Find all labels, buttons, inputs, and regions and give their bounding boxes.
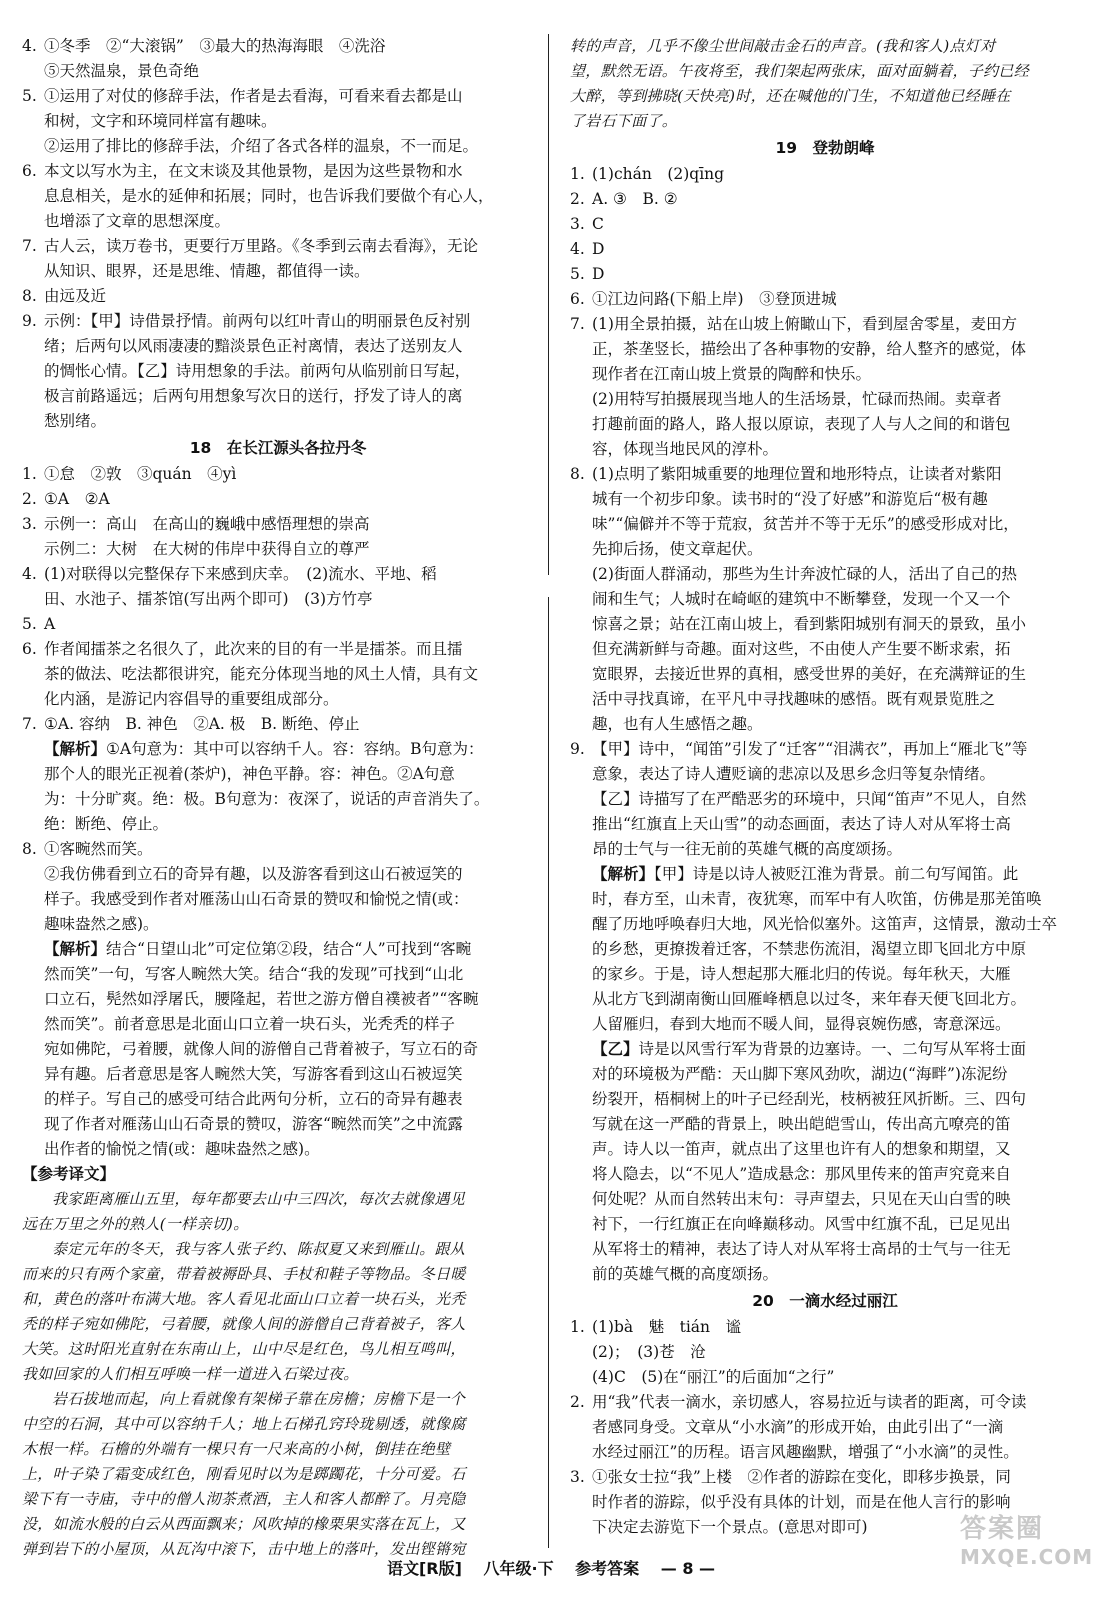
watermark-text-bottom: MXQE.COM	[960, 1545, 1094, 1569]
answer-line: ①怠 ②敦 ③quán ④yì	[44, 465, 237, 483]
answer-line: ②运用了排比的修辞手法，介绍了各式各样的温泉，不一而足。	[44, 137, 479, 155]
answer-18-2	[22, 487, 534, 512]
answer-line: 时作者的游踪，似乎没有具体的计划，而是在他人言行的影响	[592, 1493, 1011, 1511]
answer-line: A. ③ B. ②	[592, 190, 678, 208]
analysis-text: 结合“日望山北”可定位第②段，结合“人”可找到“客畹	[106, 940, 472, 958]
answer-line: 田、水池子、擂茶馆(写出两个即可) (3)方竹亭	[44, 590, 373, 608]
reference-translation	[22, 1187, 534, 1562]
question-number: 6.	[22, 640, 37, 658]
answer-line: 绝：断绝、停止。	[44, 815, 169, 833]
answer-line: 的样子。写自己的感受可结合此两句分析，立石的奇异有趣表	[44, 1090, 463, 1108]
translation-line: 我家距离雁山五里，每年都要去山中三四次，每次去就像遇见	[52, 1190, 466, 1208]
watermark-logo	[960, 1508, 1094, 1592]
answer-line: 【乙】诗描写了在严酷恶劣的环境中，只闻“笛声”不见人，自然	[592, 790, 1027, 808]
answer-line: 出作者的愉悦之情(或：趣味盎然之感)。	[44, 1140, 320, 1158]
answer-line: 纷裂开，梧桐树上的叶子已经刮光，枝柄被狂风折断。三、四句	[592, 1090, 1027, 1108]
answer-line: 趣味盎然之感)。	[44, 915, 159, 933]
answer-line: (1)对联得以完整保存下来感到庆幸。 (2)流水、平地、稻	[44, 565, 437, 583]
answer-line: 正，茶垄竖长，描绘出了各种事物的安静，给人整齐的感觉，体	[592, 340, 1027, 358]
answer-line: D	[592, 265, 605, 283]
answer-line: 宽眼界，去接近世界的真相，感受世界的美好，在充满辩证的生	[592, 665, 1027, 683]
answer-line: 将人隐去，以“不见人”造成悬念：那风里传来的笛声究竟来自	[592, 1165, 1011, 1183]
question-number: 9.	[570, 740, 585, 758]
answer-18-5	[22, 612, 534, 637]
answer-19-2	[570, 187, 1080, 212]
translation-line: 上，叶子染了霜变成红色，刚看见时以为是踯躅花，十分可爱。石	[22, 1465, 466, 1483]
translation-line: 望，默然无语。午夜将至，我们架起两张床，面对面躺着，子约已经	[570, 62, 1030, 80]
answer-line: 示例：【甲】诗借景抒情。前两句以红叶青山的明丽景色反衬别	[44, 312, 471, 330]
question-number: 4.	[570, 240, 585, 258]
answer-17-7	[22, 234, 534, 284]
question-number: 4.	[22, 37, 37, 55]
answer-line: 容，体现当地民风的淳朴。	[592, 440, 779, 458]
answer-line: 作者闻擂茶之名很久了，此次来的目的有一半是擂茶。而且擂	[44, 640, 463, 658]
answer-line: 示例一：高山 在高山的巍峨中感悟理想的崇高	[44, 515, 370, 533]
answer-line: 那个人的眼光正视着(茶炉)，神色平静。容：神色。②A句意	[44, 765, 455, 783]
answer-line: ⑤天然温泉，景色奇绝	[44, 62, 200, 80]
question-number: 2.	[570, 190, 585, 208]
answer-line: 为：十分旷爽。绝：极。B句意为：夜深了，说话的声音消失了。	[44, 790, 490, 808]
answer-line: 极言前路遥远；后两句用想象写次日的送行，抒发了诗人的离	[44, 387, 463, 405]
answer-19-6	[570, 287, 1080, 312]
translation-line: 我如回家的人们相互呼唤一样一道进入石梁过夜。	[22, 1365, 359, 1383]
answer-line: ①张女士拉“我”上楼 ②作者的游踪在变化，即移步换景，同	[592, 1468, 1011, 1486]
question-number: 1.	[570, 1318, 585, 1336]
answer-18-6	[22, 637, 534, 712]
question-number: 7.	[22, 715, 37, 733]
question-number: 1.	[570, 165, 585, 183]
question-number: 7.	[570, 315, 585, 333]
question-number: 7.	[22, 237, 37, 255]
question-number: 6.	[570, 290, 585, 308]
answer-line: ①A ②A	[44, 490, 110, 508]
answer-line: 口立石，髡然如浮屠氏，腰隆起，若世之游方僧自襆被者”“客畹	[44, 990, 479, 1008]
answer-line: 本文以写水为主，在文末谈及其他景物，是因为这些景物和水	[44, 162, 463, 180]
question-number: 5.	[22, 87, 37, 105]
answer-line: 时，春方至，山未青，夜犹寒，而军中有人吹笛，仿佛是那羌笛唤	[592, 890, 1042, 908]
answer-line: 古人云，读万卷书，更要行万里路。《冬季到云南去看海》，无论	[44, 237, 479, 255]
analysis-tag: 【解析】	[44, 740, 107, 758]
analysis-line	[44, 737, 534, 762]
answer-line: 样子。我感受到作者对雁荡山山石奇景的赞叹和愉悦之情(或：	[44, 890, 469, 908]
analysis-text: 【甲】诗是以诗人被贬江淮为背景。前二句写闻笛。此	[654, 865, 1019, 883]
section-title-18: 18 在长江源头各拉丹冬	[189, 439, 367, 457]
answer-line: 息息相关，是水的延伸和拓展；同时，也告诉我们要做个有心人，	[44, 187, 494, 205]
answer-line: (1)点明了紫阳城重要的地理位置和地形特点，让读者对紫阳	[592, 465, 1002, 483]
answer-line: (2)用特写拍摄展现当地人的生活场景，忙碌而热闹。卖章者	[592, 390, 1002, 408]
answer-line: ①运用了对仗的修辞手法，作者是去看海，可看来看去都是山	[44, 87, 463, 105]
answer-17-8	[22, 284, 534, 309]
question-number: 3.	[570, 215, 585, 233]
answer-line: 宛如佛陀，弓着腰，就像人间的游僧自己背着被子，写立石的奇	[44, 1040, 479, 1058]
reference-translation-continued	[570, 34, 1080, 134]
answer-line: C	[592, 215, 604, 233]
analysis-tag: 【乙】	[592, 1040, 639, 1058]
answer-line: ①A. 容纳 B. 神色 ②A. 极 B. 断绝、停止	[44, 715, 360, 733]
answer-line: 然而笑”一句，写客人畹然大笑。结合“我的发现”可找到“山北	[44, 965, 464, 983]
question-number: 8.	[22, 287, 37, 305]
translation-line: 而来的只有两个家童，带着被褥卧具、手杖和鞋子等物品。冬日暖	[22, 1265, 466, 1283]
translation-line: 和，黄色的落叶布满大地。客人看见北面山口立着一块石头，光秃	[22, 1290, 466, 1308]
translation-line: 转的声音，几乎不像尘世间敲击金石的声音。(我和客人)点灯对	[570, 37, 996, 55]
question-number: 8.	[570, 465, 585, 483]
section-title-19: 19 登勃朗峰	[775, 139, 875, 157]
answer-line: 味”“偏僻并不等于荒寂，贫苦并不等于无乐”的感受形成对比，	[592, 515, 1019, 533]
question-number: 3.	[570, 1468, 585, 1486]
answer-line: 然而笑”。前者意思是北面山口立着一块石头，光秃秃的样子	[44, 1015, 455, 1033]
left-column	[22, 34, 534, 1562]
answer-line: 从知识、眼界，还是思维、情趣，都值得一读。	[44, 262, 370, 280]
question-number: 2.	[570, 1393, 585, 1411]
answer-18-1	[22, 462, 534, 487]
translation-line: 岩石拔地而起，向上看就像有架梯子靠在房檐；房檐下是一个	[52, 1390, 466, 1408]
footer-subject: 语文[R版]	[386, 1559, 462, 1578]
answer-line: 异有趣。后者意思是客人畹然大笑，写游客看到这山石被逗笑	[44, 1065, 463, 1083]
answer-line: 从北方飞到湖南衡山回雁峰栖息以过冬，来年春天便飞回北方。	[592, 990, 1027, 1008]
answer-line: ②我仿佛看到立石的奇异有趣，以及游客看到这山石被逗笑的	[44, 865, 463, 883]
answer-line: 和树，文字和环境同样富有趣味。	[44, 112, 277, 130]
answer-line: 昂的士气与一往无前的英雄气概的高度颂扬。	[592, 840, 903, 858]
answer-line: 化内涵，是游记内容倡导的重要组成部分。	[44, 690, 339, 708]
answer-line: 水经过丽江”的历程。语言风趣幽默，增强了“小水滴”的灵性。	[592, 1443, 1019, 1461]
answer-line: 【甲】诗中，“闻笛”引发了“迁客”“泪满衣”，再加上“雁北飞”等	[592, 740, 1028, 758]
answer-19-1	[570, 162, 1080, 187]
answer-line: D	[592, 240, 605, 258]
question-number: 8.	[22, 840, 37, 858]
answer-line: 人留雁归，春到大地而不暖人间，显得哀婉伤感，寄意深远。	[592, 1015, 1011, 1033]
answer-line: 趣，也有人生感悟之趣。	[592, 715, 763, 733]
answer-19-9	[570, 737, 1080, 1287]
answer-19-3	[570, 212, 1080, 237]
right-column	[570, 34, 1080, 1540]
answer-17-6	[22, 159, 534, 234]
answer-line: (2)街面人群涌动，那些为生计奔波忙碌的人，活出了自己的热	[592, 565, 1017, 583]
question-number: 9.	[22, 312, 37, 330]
answer-17-9	[22, 309, 534, 434]
answer-line: 意象，表达了诗人遭贬谪的悲凉以及思乡念归等复杂情绪。	[592, 765, 996, 783]
answer-18-4	[22, 562, 534, 612]
question-number: 5.	[22, 615, 37, 633]
answer-line: ①江边问路(下船上岸) ③登顶进城	[592, 290, 837, 308]
answer-17-4	[22, 34, 534, 84]
answer-19-7	[570, 312, 1080, 462]
answer-18-3	[22, 512, 534, 562]
question-number: 3.	[22, 515, 37, 533]
answer-line: (4)C (5)在“丽江”的后面加“之行”	[592, 1368, 835, 1386]
answer-line: 的家乡。于是，诗人想起那大雁北归的传说。每年秋天，大雁	[592, 965, 1011, 983]
analysis-text: ①A句意为：其中可以容纳千人。容：容纳。B句意为：	[106, 740, 484, 758]
answer-line: A	[44, 615, 56, 633]
answer-line: 现作者在江南山坡上赏景的陶醉和快乐。	[592, 365, 872, 383]
question-number: 1.	[22, 465, 37, 483]
question-number: 2.	[22, 490, 37, 508]
analysis-line	[592, 862, 1080, 887]
translation-line: 大笑。这时阳光直射在东南山上，山中尽是红色，鸟儿相互鸣叫，	[22, 1340, 466, 1358]
answer-line: 的乡愁，更撩拨着迁客，不禁悲伤流泪，渴望立即飞回北方中原	[592, 940, 1027, 958]
answer-line: 者感同身受。文章从“小水滴”的形成开始，由此引出了“一滴	[592, 1418, 1004, 1436]
answer-18-8	[22, 837, 534, 1162]
translation-line: 没，如流水般的白云从西面飘来；风吹掉的橡栗果实落在瓦上，又	[22, 1515, 466, 1533]
page-number: — 8 —	[660, 1559, 716, 1578]
answer-line: 衬下，一行红旗正在向峰巅移动。风雪中红旗不乱，已足见出	[592, 1215, 1011, 1233]
answer-line: 茶的做法、吃法都很讲究，能充分体现当地的风土人情，具有文	[44, 665, 479, 683]
answer-line: 由远及近	[44, 287, 107, 305]
footer-grade: 八年级·下	[483, 1559, 554, 1578]
answer-line: 写就在这一严酷的背景上，映出皑皑雪山，传出高亢嘹亮的笛	[592, 1115, 1011, 1133]
page-footer	[0, 1556, 1102, 1579]
analysis-line	[592, 1037, 1080, 1062]
answer-line: 何处呢？从而自然转出末句：寻声望去，只见在天山白雪的映	[592, 1190, 1011, 1208]
answer-line: 对的环境极为严酷：天山脚下寒风劲吹，湖边(“海畔”)冻泥纷	[592, 1065, 1008, 1083]
analysis-text: 诗是以风雪行军为背景的边塞诗。一、二句写从军将士面	[638, 1040, 1027, 1058]
translation-line: 木根一样。石檐的外端有一棵只有一尺来高的小树，倒挂在绝壁	[22, 1440, 451, 1458]
question-number: 4.	[22, 565, 37, 583]
answer-line: 示例二：大树 在大树的伟岸中获得自立的尊严	[44, 540, 370, 558]
answer-line: (1)chán (2)qīng	[592, 165, 725, 183]
answer-line: 但充满新鲜与奇趣。面对这些，不由使人产生要不断求索，拓	[592, 640, 1011, 658]
answer-line: 用“我”代表一滴水，亲切感人，容易拉近与读者的距离，可令读	[592, 1393, 1027, 1411]
answer-18-7	[22, 712, 534, 837]
answer-20-1	[570, 1315, 1080, 1390]
answer-line: 城有一个初步印象。读书时的“没了好感”和游览后“极有趣	[592, 490, 988, 508]
footer-label: 参考答案	[575, 1559, 640, 1578]
answer-line: (2)； (3)苍 沧	[592, 1343, 706, 1361]
translation-line: 中空的石洞，其中可以容纳千人；地上石梯孔窍玲珑剔透，就像腐	[22, 1415, 466, 1433]
answer-line: 前的英雄气概的高度颂扬。	[592, 1265, 779, 1283]
answer-line: ①冬季 ②“大滚锅” ③最大的热海海眼 ④洗浴	[44, 37, 386, 55]
question-number: 5.	[570, 265, 585, 283]
answer-line: 先抑后扬，使文章起伏。	[592, 540, 763, 558]
translation-line: 远在万里之外的熟人(一样亲切)。	[22, 1215, 249, 1233]
answer-19-8	[570, 462, 1080, 737]
answer-line: 也增添了文章的思想深度。	[44, 212, 231, 230]
answer-line: (1)bà 魅 tián 谧	[592, 1318, 742, 1336]
answer-line: 醒了历地呼唤春归大地，风光恰似塞外。这笛声，这情景，激动士卒	[592, 915, 1058, 933]
answer-17-5	[22, 84, 534, 159]
column-divider	[548, 34, 549, 1548]
answer-19-5	[570, 262, 1080, 287]
translation-line: 大醉，等到拂晓(天快亮)时，还在喊他的门生，不知道他已经睡在	[570, 87, 1011, 105]
translation-line: 了岩石下面了。	[570, 112, 678, 130]
answer-line: 惊喜之景；站在江南山坡上，看到紫阳城别有洞天的景致，虽小	[592, 615, 1027, 633]
answer-line: (1)用全景拍摄，站在山坡上俯瞰山下，看到屋舍零星，麦田方	[592, 315, 1017, 333]
analysis-line	[44, 937, 534, 962]
answer-line: 愁别绪。	[44, 412, 107, 430]
answer-line: 推出“红旗直上天山雪”的动态画面，表达了诗人对从军将士高	[592, 815, 1011, 833]
translation-line: 梁下有一寺庙，寺中的僧人沏茶煮酒，主人和客人都醉了。月亮隐	[22, 1490, 466, 1508]
answer-line: 现了作者对雁荡山山石奇景的赞叹，游客“畹然而笑”之中流露	[44, 1115, 463, 1133]
answer-line: 的惆怅心情。【乙】诗用想象的手法。前两句从临别前日写起，	[44, 362, 471, 380]
translation-line: 泰定元年的冬天，我与客人张子约、陈叔夏又来到雁山。跟从	[52, 1240, 466, 1258]
section-title-20: 20 一滴水经过丽江	[752, 1292, 898, 1310]
answer-line: 闹和生气；人城时在崎岖的建筑中不断攀登，发现一个又一个	[592, 590, 1011, 608]
translation-line: 秃的样子宛如佛陀，弓着腰，就像人间的游僧自己背着被子，客人	[22, 1315, 466, 1333]
answer-line: 声。诗人以一笛声，就点出了这里也许有人的想象和期望，又	[592, 1140, 1011, 1158]
reference-translation-heading: 【参考译文】	[22, 1165, 116, 1183]
answer-19-4	[570, 237, 1080, 262]
divider-gap	[544, 575, 553, 597]
answer-20-2	[570, 1390, 1080, 1465]
answer-line: 下决定去游览下一个景点。(意思对即可)	[592, 1518, 868, 1536]
answer-line: 绪；后两句以风雨凄凄的黯淡景色正衬离情，表达了送别友人	[44, 337, 463, 355]
answer-line: 打趣前面的路人，路人报以原谅，表现了人与人之间的和谐包	[592, 415, 1011, 433]
answer-line: 活中寻找真谛，在平凡中寻找趣味的感悟。既有观景览胜之	[592, 690, 996, 708]
translation-line: 弹到岩下的小屋顶，从瓦沟中滚下，击中地上的落叶，发出铿锵宛	[22, 1540, 466, 1558]
answer-line: 从军将士的精神，表达了诗人对从军将士高昂的士气与一往无	[592, 1240, 1011, 1258]
analysis-tag: 【解析】	[44, 940, 107, 958]
answer-line: ①客畹然而笑。	[44, 840, 153, 858]
question-number: 6.	[22, 162, 37, 180]
watermark-text-top: 答案圈	[960, 1514, 1045, 1544]
analysis-tag: 【解析】	[592, 865, 655, 883]
